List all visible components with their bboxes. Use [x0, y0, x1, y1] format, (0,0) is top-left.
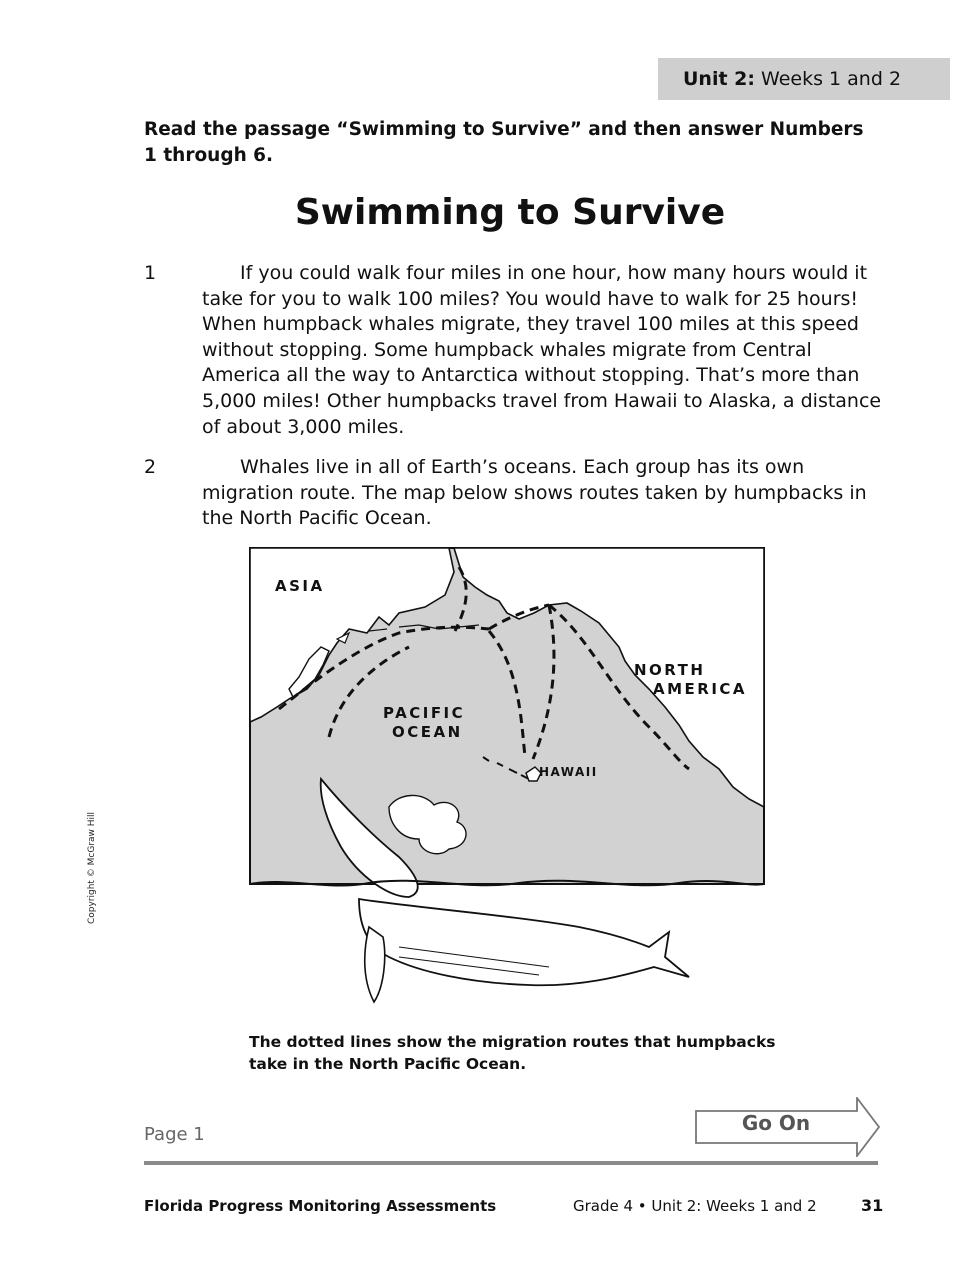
- unit-prefix: Unit 2:: [683, 68, 755, 90]
- map-caption: The dotted lines show the migration routes that humpbacks take in the North Pacific Ocean.: [249, 1033, 776, 1073]
- migration-map: [249, 547, 765, 1007]
- label-america: AMERICA: [653, 680, 748, 698]
- map-illustration: [249, 547, 765, 1007]
- publication-title: Florida Progress Monitoring Assessments: [144, 1197, 497, 1215]
- label-pacific: PACIFIC: [383, 704, 466, 722]
- paragraph-2-text: Whales live in all of Earth’s oceans. Each group has its own migration route. The map below shows routes taken by humpbacks in the North Pacific Ocean.: [202, 456, 867, 530]
- grade-info: Grade 4 • Unit 2: Weeks 1 and 2: [573, 1197, 817, 1215]
- paragraph-1-text: If you could walk four miles in one hour, how many hours would it take for you to walk 100 miles? You would have to walk for 25 hours! When humpback whales migrate, they travel 100 miles at this speed without stopping. Some humpback whales migrate from Central America all the way to Antarctica without stopping. That’s more than 5,000 miles! Other humpbacks travel from Hawaii to Alaska, a distance of about 3,000 miles.: [202, 262, 882, 438]
- label-asia: ASIA: [275, 577, 325, 595]
- paragraph-1: [202, 261, 882, 440]
- footer-divider: [144, 1161, 878, 1165]
- label-ocean: OCEAN: [392, 723, 463, 741]
- instructions: Read the passage “Swimming to Survive” and then answer Numbers 1 through 6.: [144, 119, 864, 166]
- paragraph-number-1: 1: [144, 262, 157, 284]
- label-hawaii: HAWAII: [539, 765, 598, 779]
- unit-tab: [658, 58, 950, 100]
- paragraph-number-2: 2: [144, 456, 157, 478]
- go-on-button[interactable]: [695, 1097, 881, 1157]
- page-label: Page 1: [144, 1124, 205, 1145]
- whale-flipper: [365, 927, 385, 1002]
- paragraph-2: [202, 455, 882, 532]
- page-number: 31: [861, 1196, 884, 1215]
- whale-body: [359, 899, 689, 985]
- go-on-label: Go On: [741, 1111, 811, 1135]
- label-north: NORTH: [634, 661, 706, 679]
- copyright-notice: Copyright © McGraw Hill: [87, 811, 97, 925]
- passage-title: Swimming to Survive: [294, 192, 726, 233]
- unit-weeks: Weeks 1 and 2: [761, 68, 902, 90]
